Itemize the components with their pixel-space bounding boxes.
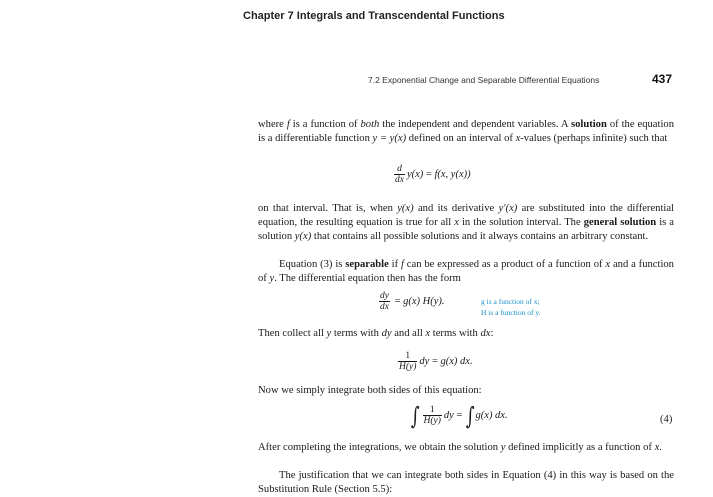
- page-number: 437: [652, 72, 673, 86]
- paragraph-implicit-solution: After completing the integrations, we obtain the solution y defined implicitly as a function of x.: [258, 442, 662, 453]
- equation-separated: $\frac{1}{H(y)}$ dy = g(x) dx.: [399, 351, 473, 372]
- one-over-h-fraction: $\frac{1}{H(y)}$: [399, 351, 417, 372]
- paragraph-collect-terms: Then collect all y terms with dy and all x terms with dx:: [258, 328, 494, 339]
- paragraph-integrate: Now we simply integrate both sides of this equation:: [258, 385, 482, 396]
- dy-dx-fraction: $\frac{dy}{dx}$: [380, 291, 389, 312]
- margin-annotation: [481, 296, 541, 318]
- integral-sign-left: ∫: [410, 401, 420, 430]
- equation-separable-form: $\frac{dy}{dx}$ = g(x) H(y).: [380, 291, 445, 312]
- paragraph-general-solution: on that interval. That is, when y(x) and its derivative y′(x) are substituted into the differential equation, the resulting equation is true for all x in the solution interval. The general solution is a solution y(x) that contains all possible solutions and it always contains an arbitrary constant.: [258, 203, 674, 242]
- annotation-line-g: g is a function of x;: [481, 297, 540, 306]
- paragraph-separable: Equation (3) is separable if f can be expressed as a product of a function of x and a function of y. The differential equation then has the form: [258, 259, 674, 284]
- equation-integrated: ∫ $\frac{1}{H(y)}$ dy = ∫ g(x) dx.: [410, 401, 508, 430]
- paragraph-definition: where f is a function of both the independent and dependent variables. A solution of the equation is a differentiable function y = y(x) defined on an interval of x-values (perhaps infinite) such that: [258, 119, 674, 144]
- annotation-line-h: H is a function of y.: [481, 308, 541, 317]
- derivative-fraction: $\frac{d}{dx}$: [395, 164, 404, 185]
- equation-number: (4): [660, 414, 673, 425]
- section-header: 7.2 Exponential Change and Separable Differential Equations: [368, 75, 600, 85]
- chapter-header: Chapter 7 Integrals and Transcendental Functions: [243, 10, 505, 22]
- paragraph-justification: The justification that we can integrate both sides in Equation (4) in this way is based on the Substitution Rule (Section 5.5):: [258, 470, 674, 495]
- equation-derivative: $\frac{d}{dx}$ y(x) = f(x, y(x)): [395, 164, 471, 185]
- integral-sign-right: ∫: [465, 401, 475, 430]
- one-over-h-fraction-integral: $\frac{1}{H(y)}$: [423, 405, 441, 426]
